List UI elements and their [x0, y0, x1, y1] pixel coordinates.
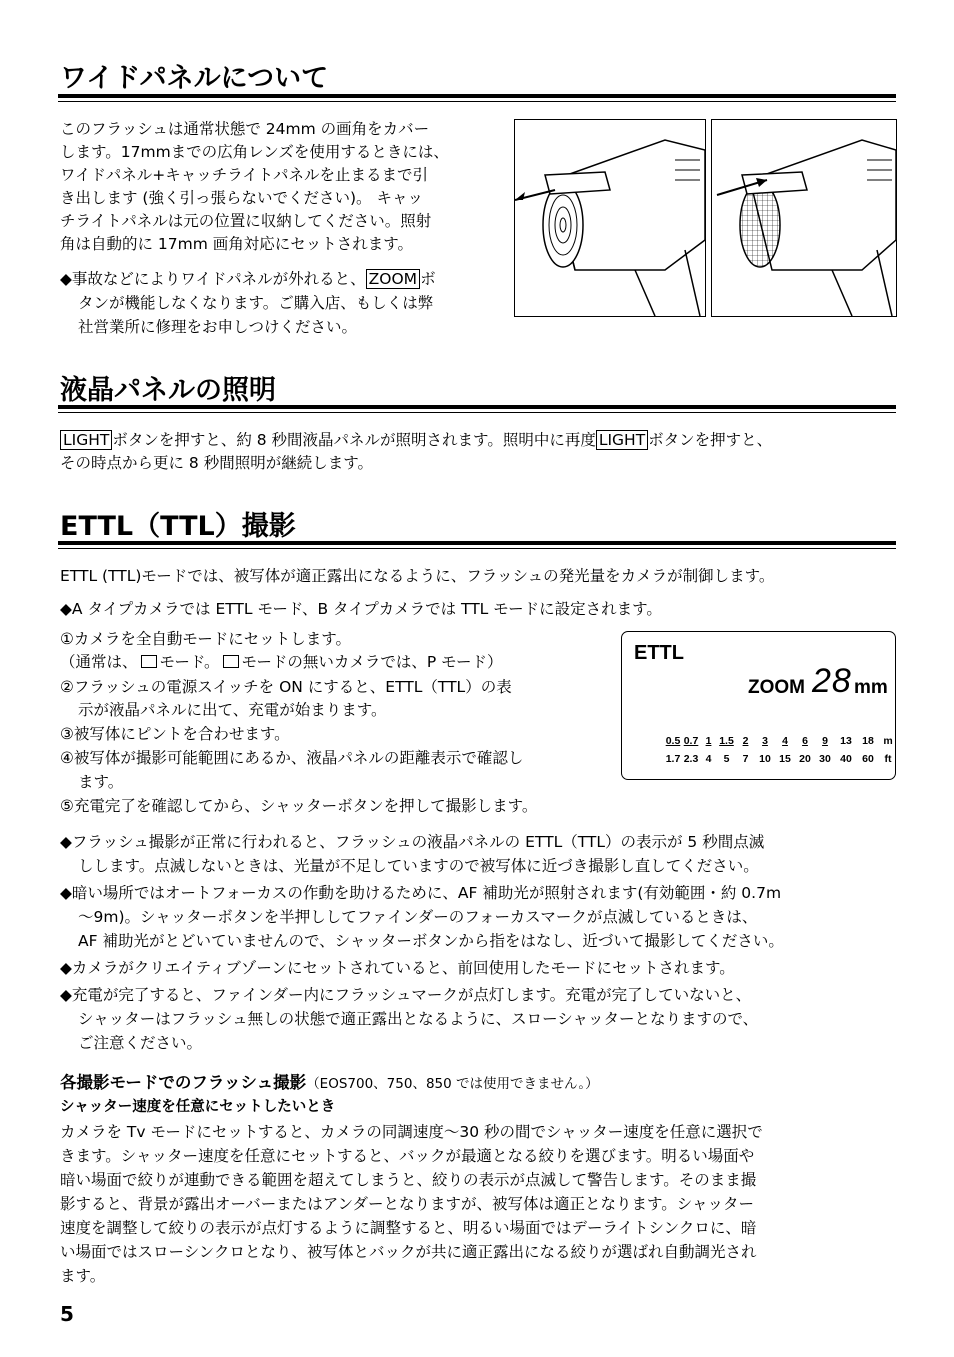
title-rule [58, 94, 896, 98]
lcd-distance-meters: 0.5 0.7 1 1.5 2 3 4 6 9 13 18 m [665, 735, 893, 747]
flash-illustration-retracted [514, 119, 706, 317]
ettl-intro: ETTL (TTL)モードでは、被写体が適正露出になるように、フラッシュの発光量をカメラが制御します。 [60, 567, 775, 585]
lcd-zoom-label: ZOOM [748, 677, 805, 698]
page-number: 5 [60, 1302, 74, 1326]
ettl-type-note: ◆A タイプカメラでは ETTL モード、B タイプカメラでは TTL モードに設定されます。 [60, 600, 662, 618]
section-title-ettl: ETTL（TTL）撮影 [60, 511, 296, 542]
title-rule [58, 541, 896, 545]
section-title-lcd-light: 液晶パネルの照明 [60, 375, 276, 406]
light-button-ref: LIGHT [596, 430, 648, 450]
flash-extended-drawing [712, 120, 896, 316]
flash-illustration-extended [711, 119, 897, 317]
flash-modes-heading: 各撮影モードでのフラッシュ撮影（EOS700、750、850 では使用できません。） [60, 1073, 599, 1092]
lcd-distance-feet: 1.7 2.3 4 5 7 10 15 20 30 40 60 ft [665, 753, 892, 765]
lcd-light-line-2: その時点から更に 8 秒間照明が継続します。 [60, 454, 373, 472]
section-title-wide-panel: ワイドパネルについて [60, 63, 329, 94]
lcd-panel-illustration [621, 631, 896, 780]
full-auto-mode-icon [141, 655, 157, 668]
full-auto-mode-icon [223, 655, 239, 668]
lcd-mode: ETTL [634, 642, 684, 664]
title-rule [58, 405, 896, 409]
flash-retracted-drawing [515, 120, 705, 316]
shutter-subtitle: シャッター速度を任意にセットしたいとき [60, 1099, 336, 1115]
zoom-button-ref: ZOOM [366, 269, 420, 289]
lcd-zoom-unit: mm [854, 677, 888, 698]
lcd-zoom-value: 28 [812, 662, 852, 700]
lcd-light-line-1: LIGHT ボタンを押すと、約 8 秒間液晶パネルが照明されます。照明中に再度 LIGHT ボタンを押すと、 [60, 429, 772, 453]
light-button-ref: LIGHT [60, 430, 112, 450]
